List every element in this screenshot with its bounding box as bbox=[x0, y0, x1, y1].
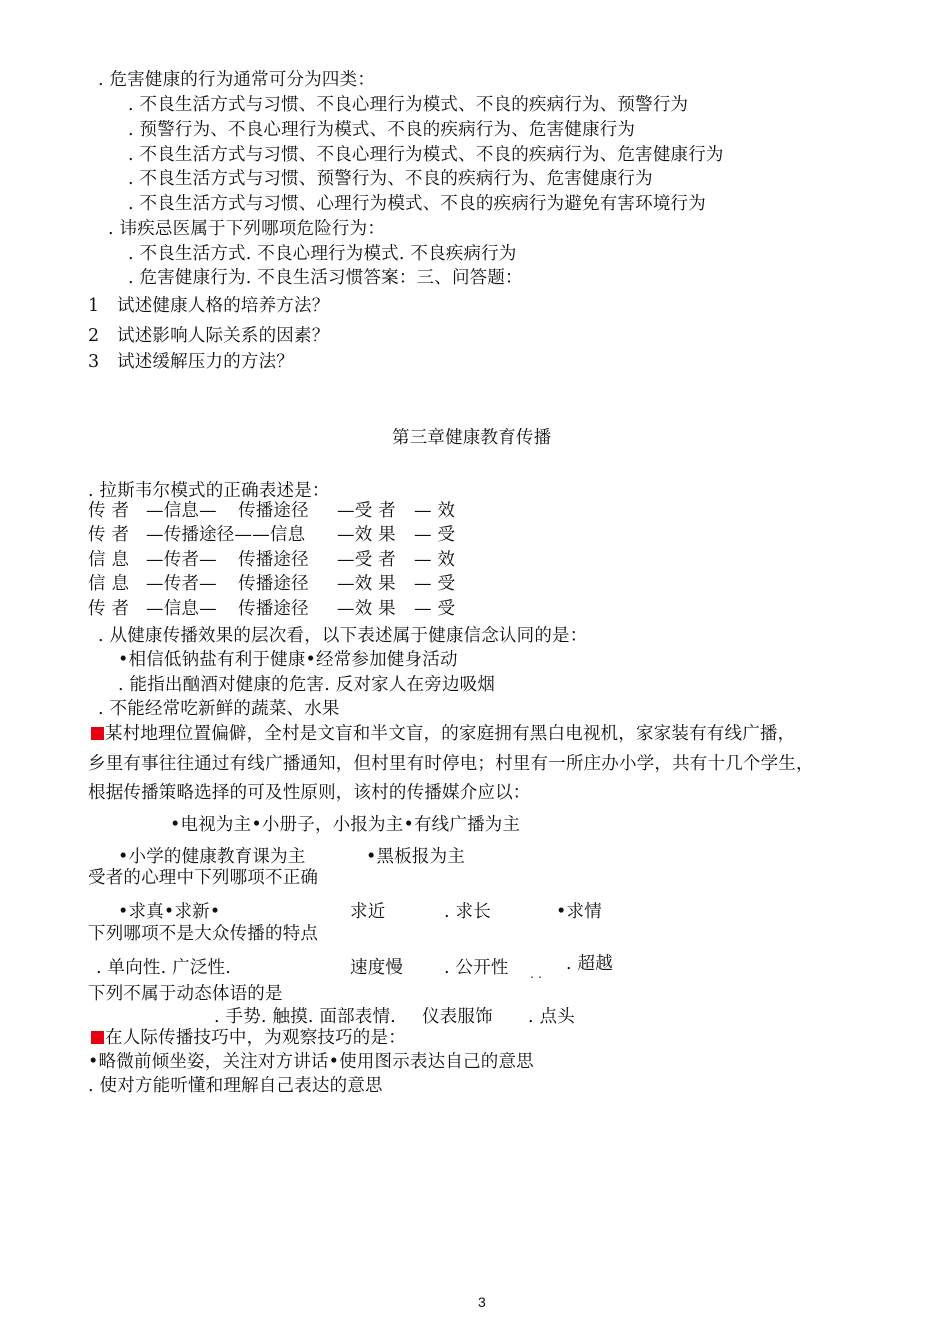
mass-option-c: . 公开性 bbox=[444, 958, 509, 978]
lasswell-row-c-col2: —传者— bbox=[146, 550, 217, 570]
lasswell-row-b-col5: — 受 bbox=[414, 525, 456, 545]
mass-option-b: 速度慢 bbox=[350, 958, 404, 978]
lasswell-row-c-col5: — 效 bbox=[414, 550, 456, 570]
mass-option-a: . 单向性. 广泛性. bbox=[96, 958, 232, 978]
media-options-line1: •电视为主•小册子，小报为主•有线广播为主 bbox=[170, 815, 521, 835]
question-body-language: 下列不属于动态体语的是 bbox=[88, 984, 283, 1004]
lasswell-row-e-col5: — 受 bbox=[414, 599, 456, 619]
lasswell-row-d-col1: 信 息 bbox=[88, 574, 130, 594]
essay-number: 1 bbox=[88, 296, 100, 316]
question-observation-skill: 在人际传播技巧中，为观察技巧的是： bbox=[105, 1028, 406, 1048]
lasswell-row-a-col1: 传 者 bbox=[88, 501, 130, 521]
question-receiver-psychology: 受者的心理中下列哪项不正确 bbox=[88, 868, 319, 888]
lasswell-row-a-col4: —受 者 bbox=[337, 501, 396, 521]
psych-option-d: •求情 bbox=[556, 902, 602, 922]
option-c: . 不良生活方式与习惯、不良心理行为模式、不良的疾病行为、危害健康行为 bbox=[128, 145, 724, 165]
option-b: . 预警行为、不良心理行为模式、不良的疾病行为、危害健康行为 bbox=[128, 120, 636, 140]
belief-options-line2: . 能指出酗酒对健康的危害. 反对家人在旁边吸烟 bbox=[118, 675, 496, 695]
option-d: . 不良生活方式与习惯、预警行为、不良的疾病行为、危害健康行为 bbox=[128, 169, 653, 189]
lasswell-row-d-col4: —效 果 bbox=[337, 574, 396, 594]
psych-option-a: •求真•求新• bbox=[118, 902, 221, 922]
lasswell-row-d-col2: —传者— bbox=[146, 574, 217, 594]
lasswell-row-e-col1: 传 者 bbox=[88, 599, 130, 619]
question-avoid-doctor: . 讳疾忌医属于下列哪项危险行为： bbox=[108, 219, 386, 239]
question-lasswell: . 拉斯韦尔模式的正确表述是： bbox=[88, 481, 330, 501]
belief-options-line1: •相信低钠盐有利于健康•经常参加健身活动 bbox=[118, 650, 458, 670]
media-option-school: •小学的健康教育课为主 bbox=[118, 847, 306, 867]
question-belief: . 从健康传播效果的层次看，以下表述属于健康信念认同的是： bbox=[98, 626, 588, 646]
body-option-c: . 点头 bbox=[528, 1007, 575, 1027]
observe-options-line2: . 使对方能听懂和理解自己表达的意思 bbox=[88, 1076, 383, 1096]
mass-option-dots: . . bbox=[530, 967, 543, 981]
mass-option-d: . 超越 bbox=[566, 954, 613, 974]
psych-option-c: . 求长 bbox=[444, 902, 491, 922]
essay-number: 2 bbox=[88, 326, 100, 346]
essay-number: 3 bbox=[88, 352, 100, 372]
body-option-a: . 手势. 触摸. 面部表情. bbox=[214, 1007, 396, 1027]
q2-options-line2: . 危害健康行为. 不良生活习惯答案：三、问答题： bbox=[128, 268, 523, 288]
lasswell-row-b-col2: —传播途径——信息 bbox=[146, 525, 306, 545]
lasswell-row-c-col4: —受 者 bbox=[337, 550, 396, 570]
village-scenario-line1: 某村地理位置偏僻，全村是文盲和半文盲，的家庭拥有黑白电视机，家家装有有线广播， bbox=[105, 724, 796, 744]
essay-question: 试述影响人际关系的因素？ bbox=[117, 326, 330, 346]
option-a: . 不良生活方式与习惯、不良心理行为模式、不良的疾病行为、预警行为 bbox=[128, 95, 689, 115]
q2-options-line1: . 不良生活方式. 不良心理行为模式. 不良疾病行为 bbox=[128, 244, 517, 264]
observe-options-line1: •略微前倾坐姿，关注对方讲话•使用图示表达自己的意思 bbox=[88, 1052, 534, 1072]
option-e: . 不良生活方式与习惯、心理行为模式、不良的疾病行为避免有害环境行为 bbox=[128, 194, 706, 214]
lasswell-row-e-col4: —效 果 bbox=[337, 599, 396, 619]
red-square-marker bbox=[91, 1031, 104, 1044]
lasswell-row-c-col1: 信 息 bbox=[88, 550, 130, 570]
lasswell-row-d-col3: 传播途径 bbox=[238, 574, 309, 594]
red-square-marker bbox=[91, 727, 104, 740]
essay-question: 试述缓解压力的方法？ bbox=[117, 352, 294, 372]
page-number: 3 bbox=[478, 1294, 486, 1310]
lasswell-row-a-col5: — 效 bbox=[414, 501, 456, 521]
lasswell-row-b-col4: —效 果 bbox=[337, 525, 396, 545]
lasswell-row-e-col3: 传播途径 bbox=[238, 599, 309, 619]
lasswell-row-c-col3: 传播途径 bbox=[238, 550, 309, 570]
village-scenario-line3: 根据传播策略选择的可及性原则，该村的传播媒介应以： bbox=[88, 783, 531, 803]
psych-option-b: 求近 bbox=[350, 902, 386, 922]
essay-question: 试述健康人格的培养方法？ bbox=[117, 296, 330, 316]
lasswell-row-d-col5: — 受 bbox=[414, 574, 456, 594]
question-mass-communication: 下列哪项不是大众传播的特点 bbox=[88, 924, 319, 944]
lasswell-row-b-col1: 传 者 bbox=[88, 525, 130, 545]
media-option-blackboard: •黑板报为主 bbox=[366, 847, 466, 867]
question-behavior-types: . 危害健康的行为通常可分为四类： bbox=[98, 70, 376, 90]
village-scenario-line2: 乡里有事往往通过有线广播通知，但村里有时停电；村里有一所庄办小学，共有十几个学生， bbox=[88, 754, 814, 774]
chapter-title: 第三章健康教育传播 bbox=[392, 428, 552, 448]
lasswell-row-a-col2: —信息— bbox=[146, 501, 217, 521]
lasswell-row-e-col2: —信息— bbox=[146, 599, 217, 619]
body-option-b: 仪表服饰 bbox=[422, 1007, 493, 1027]
lasswell-row-a-col3: 传播途径 bbox=[238, 501, 309, 521]
belief-options-line3: . 不能经常吃新鲜的蔬菜、水果 bbox=[98, 699, 340, 719]
